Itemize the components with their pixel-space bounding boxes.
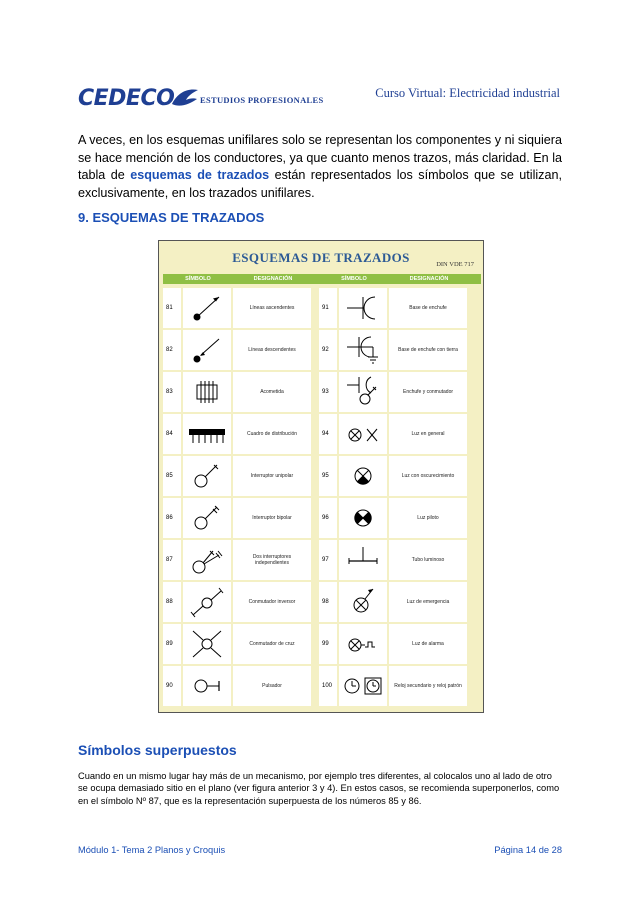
symbol-number: 82	[163, 330, 183, 372]
lineas-ascendentes-icon	[183, 288, 233, 330]
symbol-designation: Cuadro de distribución	[233, 414, 313, 456]
symbol-number: 99	[319, 624, 339, 666]
symbol-designation: Reloj secundario y reloj patrón	[389, 666, 469, 708]
table-row	[163, 540, 481, 582]
table-row	[163, 330, 481, 372]
figure-column-headers	[163, 274, 481, 284]
table-row	[163, 372, 481, 414]
symbol-number: 88	[163, 582, 183, 624]
course-title: Curso Virtual: Electricidad industrial	[375, 86, 560, 100]
lineas-descendentes-icon	[183, 330, 233, 372]
symbol-number: 87	[163, 540, 183, 582]
luz-emergencia-icon	[339, 582, 389, 624]
col-designacion-1: DESIGNACIÓN	[253, 276, 293, 282]
table-row	[163, 624, 481, 666]
section-9-heading: 9. ESQUEMAS DE TRAZADOS	[78, 210, 265, 225]
symbol-designation: Dos interruptores independientes	[233, 540, 313, 582]
symbol-number: 100	[319, 666, 339, 708]
logo-wing-icon	[170, 84, 200, 112]
interruptor-unipolar-icon	[183, 456, 233, 498]
superpuestos-paragraph: Cuando en un mismo lugar hay más de un mecanismo, por ejemplo tres diferentes, al colocalos uno al lado de otro se ocupa demasiado sitio en el plano (ver figura anterior 3 y 4). En estos casos, se recomienda superponerlos, como en el símbolo Nº 87, que es la representación superpuesta de los números 85 y 86.	[78, 771, 560, 806]
symbol-designation: Luz piloto	[389, 498, 469, 540]
intro-text-1: A veces, en los esquemas unifilares solo se representan los componentes y ni siquiera se hace mención de los conductores, ya que cuanto menos trazos, más claridad. En la tabla de	[78, 133, 562, 182]
symbol-designation: Base de enchufe con tierra	[389, 330, 469, 372]
symbol-number: 97	[319, 540, 339, 582]
symbol-number: 86	[163, 498, 183, 540]
conmutador-inversor-icon	[183, 582, 233, 624]
symbol-number: 84	[163, 414, 183, 456]
symbol-number: 81	[163, 288, 183, 330]
symbol-designation: Acometida	[233, 372, 313, 414]
table-row	[163, 288, 481, 330]
reloj-icon	[339, 666, 389, 708]
symbols-grid	[163, 288, 481, 708]
symbol-number: 98	[319, 582, 339, 624]
symbol-designation: Líneas descendentes	[233, 330, 313, 372]
figure-title-bar	[159, 241, 483, 273]
acometida-icon	[183, 372, 233, 414]
dos-interruptores-icon	[183, 540, 233, 582]
base-enchufe-icon	[339, 288, 389, 330]
luz-alarma-icon	[339, 624, 389, 666]
symbol-number: 93	[319, 372, 339, 414]
cedeco-logo	[78, 84, 340, 114]
conmutador-cruz-icon	[183, 624, 233, 666]
table-row	[163, 666, 481, 708]
intro-text-2: están representados los símbolos que se utilizan, exclusivamente, en los trazados unifilares.	[78, 168, 562, 200]
symbol-number: 85	[163, 456, 183, 498]
intro-highlight: esquemas de trazados	[130, 168, 270, 182]
base-enchufe-tierra-icon	[339, 330, 389, 372]
superpuestos-heading: Símbolos superpuestos	[78, 742, 237, 758]
symbol-designation: Interruptor unipolar	[233, 456, 313, 498]
logo-brand: CEDECO	[78, 86, 175, 111]
symbol-number: 90	[163, 666, 183, 708]
symbol-designation: Luz con oscurecimiento	[389, 456, 469, 498]
luz-piloto-icon	[339, 498, 389, 540]
figure-standard: DIN VDE 717	[436, 261, 474, 268]
figure-title: ESQUEMAS DE TRAZADOS	[232, 250, 410, 265]
table-row	[163, 414, 481, 456]
symbol-designation: Conmutador de cruz	[233, 624, 313, 666]
luz-oscurecimiento-icon	[339, 456, 389, 498]
symbol-designation: Enchufe y conmutador	[389, 372, 469, 414]
logo-subtitle: ESTUDIOS PROFESIONALES	[200, 95, 324, 105]
pulsador-icon	[183, 666, 233, 708]
symbol-number: 96	[319, 498, 339, 540]
symbol-number: 83	[163, 372, 183, 414]
trazados-figure	[158, 240, 484, 713]
symbol-designation: Base de enchufe	[389, 288, 469, 330]
symbol-number: 94	[319, 414, 339, 456]
symbol-number: 92	[319, 330, 339, 372]
symbol-number: 91	[319, 288, 339, 330]
symbol-designation: Tubo luminoso	[389, 540, 469, 582]
col-simbolo-1: SÍMBOLO	[185, 276, 211, 282]
interruptor-bipolar-icon	[183, 498, 233, 540]
tubo-luminoso-icon	[339, 540, 389, 582]
enchufe-conmutador-icon	[339, 372, 389, 414]
footer-module: Módulo 1- Tema 2 Planos y Croquis	[78, 845, 226, 855]
intro-paragraph	[78, 132, 562, 202]
luz-general-icon	[339, 414, 389, 456]
col-designacion-2: DESIGNACIÓN	[409, 276, 449, 282]
symbol-designation: Luz de emergencia	[389, 582, 469, 624]
footer-page-number: Página 14 de 28	[494, 845, 562, 855]
table-row	[163, 582, 481, 624]
table-row	[163, 498, 481, 540]
symbol-designation: Luz de alarma	[389, 624, 469, 666]
symbol-designation: Líneas ascendentes	[233, 288, 313, 330]
symbol-number: 89	[163, 624, 183, 666]
table-row	[163, 456, 481, 498]
col-simbolo-2: SÍMBOLO	[341, 276, 367, 282]
symbol-designation: Interruptor bipolar	[233, 498, 313, 540]
symbol-number: 95	[319, 456, 339, 498]
symbol-designation: Conmutador inversor	[233, 582, 313, 624]
symbol-designation: Pulsador	[233, 666, 313, 708]
cuadro-distribucion-icon	[183, 414, 233, 456]
symbol-designation: Luz en general	[389, 414, 469, 456]
